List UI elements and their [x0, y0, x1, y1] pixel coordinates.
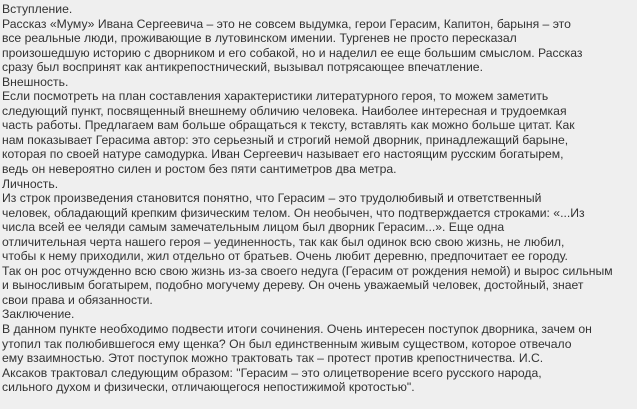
- text-line: часть работы. Предлагаем вам больше обращаться к тексту, вставлять как можно больше цитат. Как: [2, 118, 575, 133]
- text-line: Рассказ «Муму» Ивана Сергеевича – это не совсем выдумка, герои Герасим, Капитон, барыня – это: [2, 16, 571, 31]
- section-heading-appearance: Внешность.: [2, 74, 69, 89]
- text-line: следующий пункт, посвященный внешнему обличию человека. Наиболее интересная и трудоемкая: [2, 103, 567, 118]
- text-line: свои права и обязанности.: [2, 292, 153, 307]
- text-line: и выносливым богатырем, подобно могучему дереву. Он очень уважаемый человек, достойный, знает: [2, 278, 584, 293]
- text-line: все реальные люди, проживающие в лутовинском имении. Тургенев не просто пересказал: [2, 31, 517, 46]
- text-line: утопил так полюбившегося ему щенка? Он был единственным живым существом, которое отвечало: [2, 336, 572, 351]
- text-line: сразу был воспринят как антикрепостнический, вызывал потрясающее впечатление.: [2, 60, 483, 75]
- text-line: Аксаков трактовал следующим образом: "Герасим – это олицетворение всего русского народа,: [2, 365, 542, 380]
- text-line: человек, обладающий крепким физическим телом. Он необычен, что подтверждается строками: «...Из: [2, 205, 585, 220]
- text-line: сильного духом и физически, отличающегося непостижимой кротостью".: [2, 380, 415, 395]
- text-line: чтобы к нему приходили, жил отдельно от братьев. Очень любит деревню, предпочитает ее городу.: [2, 249, 568, 264]
- section-heading-intro: Вступление.: [2, 2, 73, 16]
- text-line: отличительная черта нашего героя – уединенность, так как был одинок всю свою жизнь, не любил,: [2, 234, 565, 249]
- text-line: нам показывает Герасима автор: это серьезный и строгий немой дворник, принадлежащий барыне,: [2, 132, 569, 147]
- text-line: ему взаимностью. Этот поступок можно трактовать так – протест против крепостничества. И.С.: [2, 351, 544, 366]
- text-line: Из строк произведения становится понятно, что Герасим – это трудолюбивый и ответственный: [2, 191, 542, 206]
- text-line: числа всей ее челяди самым замечательным лицом был дворник Герасим...». Еще одна: [2, 220, 505, 235]
- text-line: Если посмотреть на план составления характеристики литературного героя, то можем заметить: [2, 89, 549, 104]
- text-line: произошедшую историю с дворником и его собакой, но и наделил ее еще большим смыслом. Рассказ: [2, 45, 583, 60]
- text-line: Так он рос отчужденно всю свою жизнь из-за своего недуга (Герасим от рождения немой) и вырос сильным: [2, 263, 613, 278]
- text-line: которая по своей натуре самодурка. Иван Сергеевич называет его настоящим русским богатырем,: [2, 147, 564, 162]
- section-heading-conclusion: Заключение.: [2, 307, 75, 322]
- text-line: В данном пункте необходимо подвести итоги сочинения. Очень интересен поступок дворника, зачем он: [2, 322, 592, 337]
- section-heading-personality: Личность.: [2, 176, 59, 191]
- text-line: ведь он невероятно силен и ростом без пяти сантиметров два метра.: [2, 162, 397, 177]
